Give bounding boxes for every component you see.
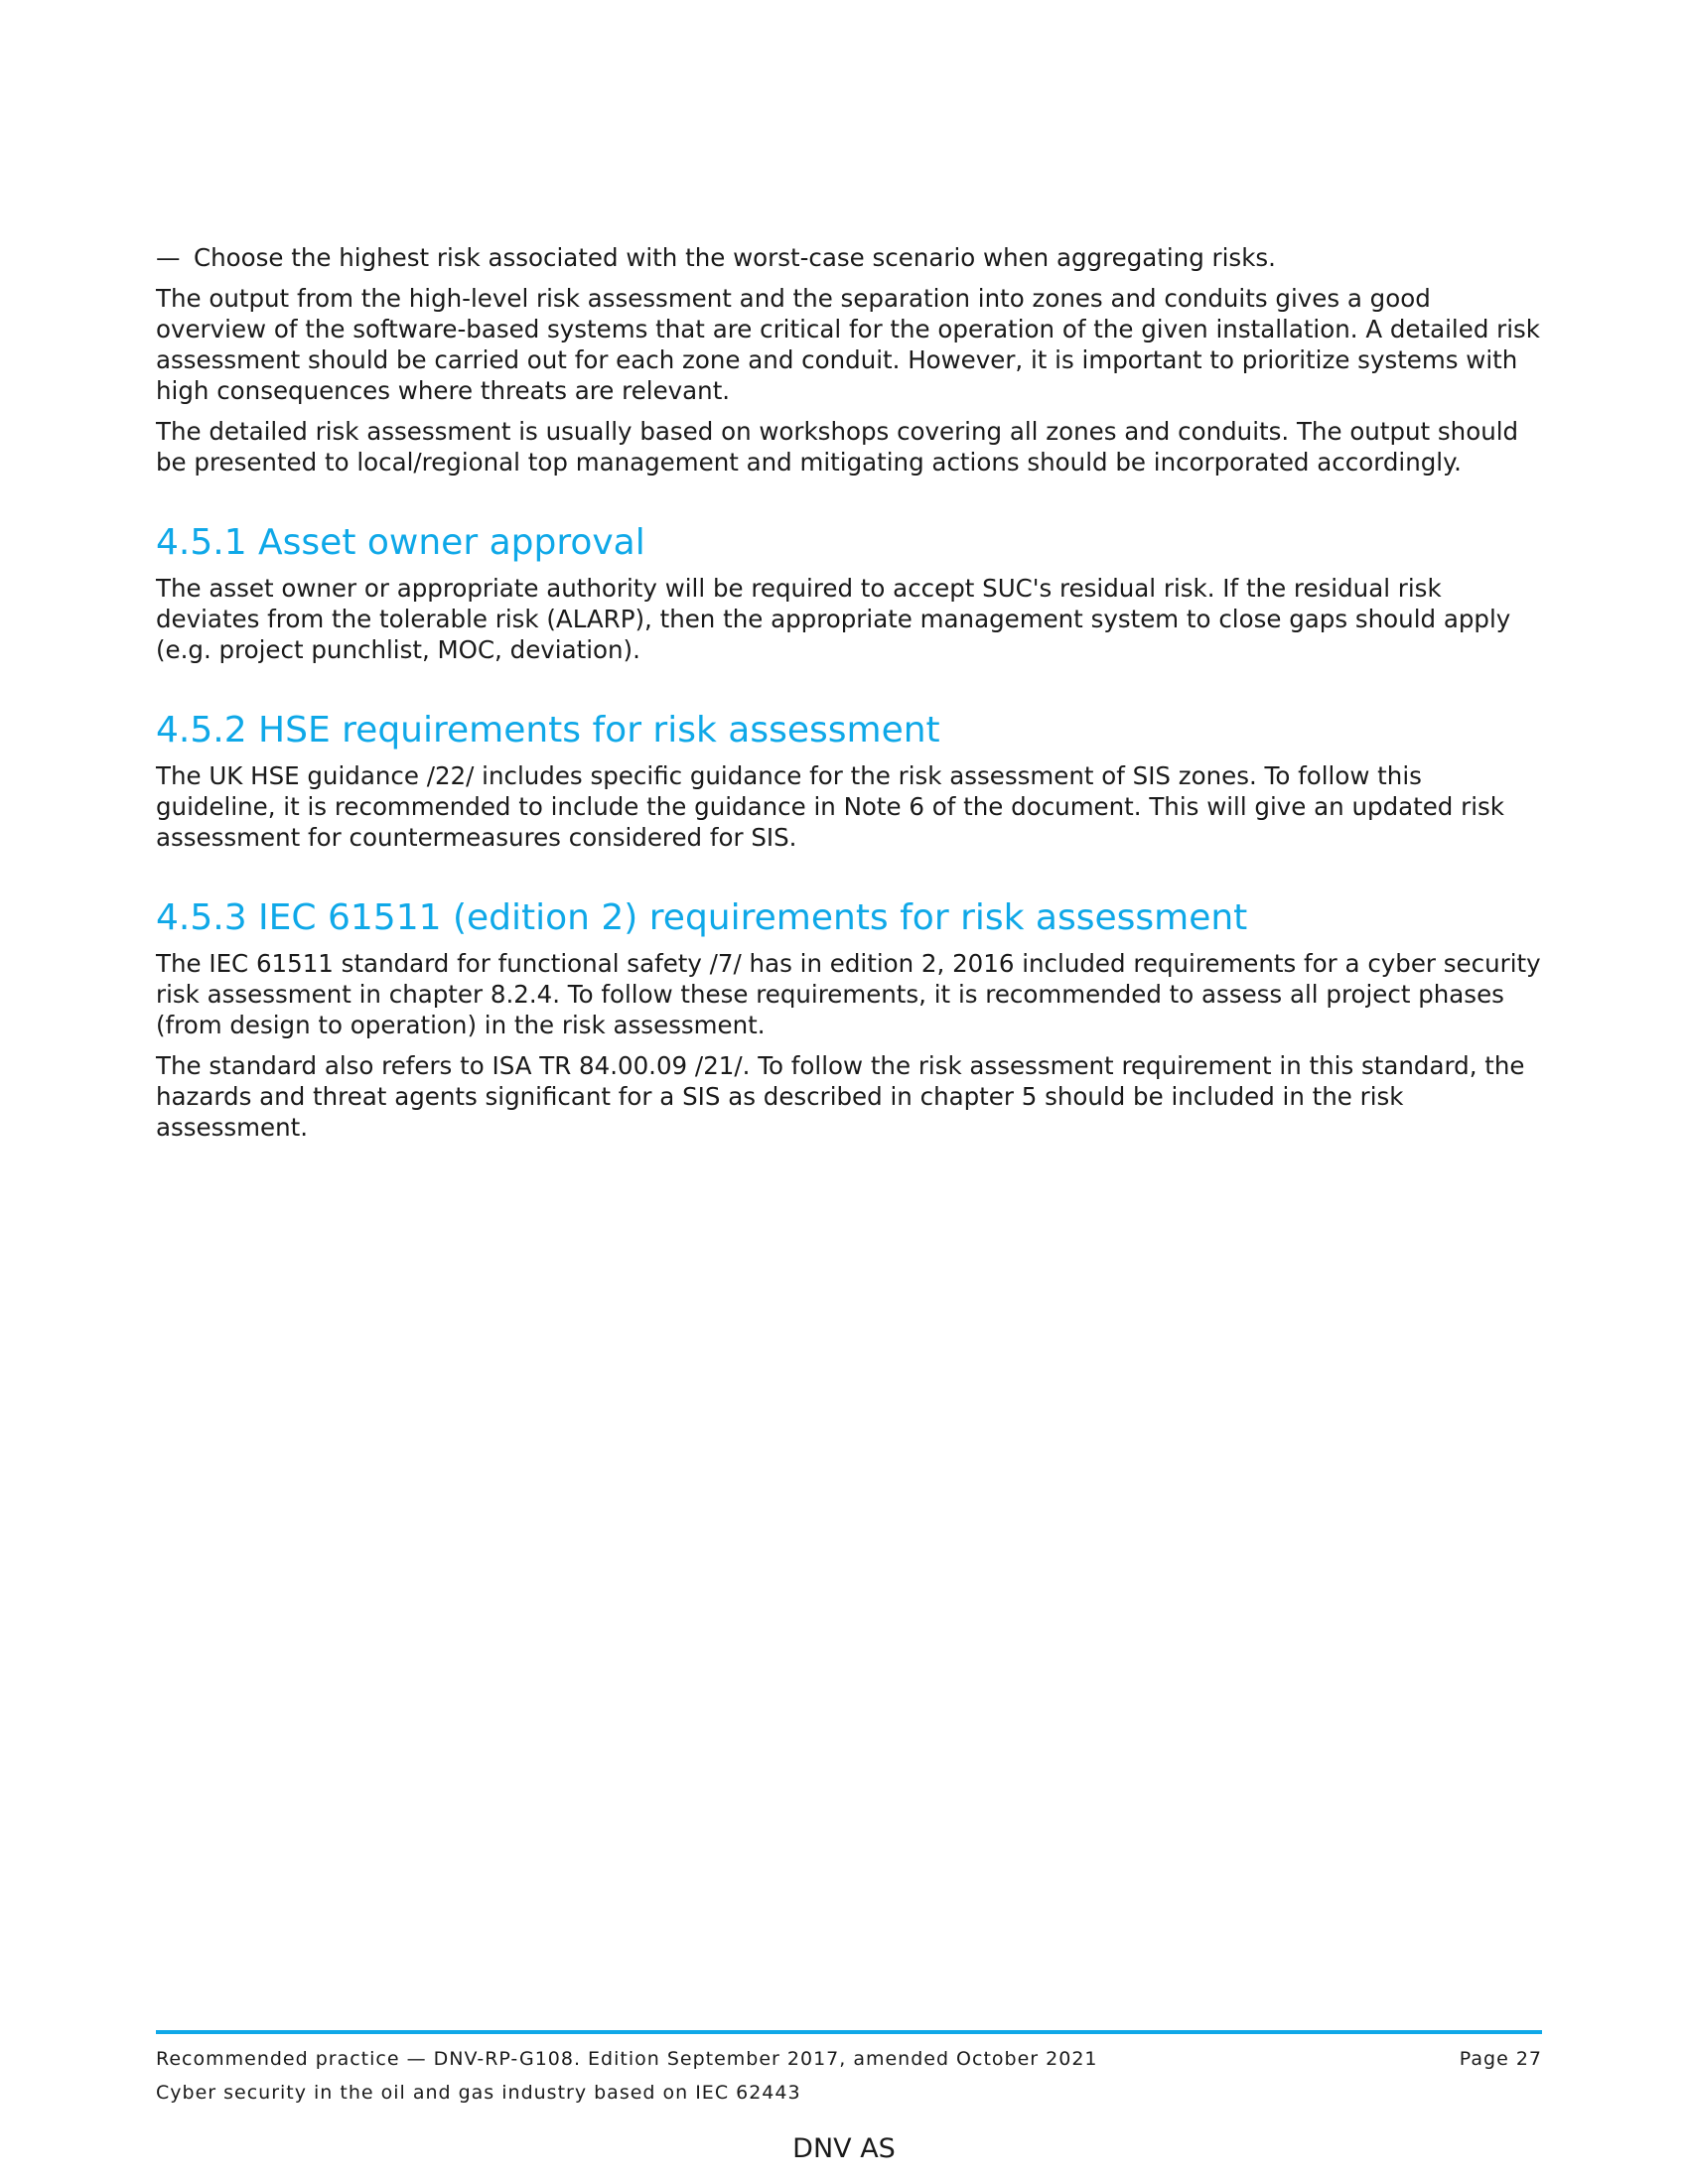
footer-document-title: Cyber security in the oil and gas industry based on IEC 62443	[156, 2082, 801, 2104]
section-heading-4-5-1: 4.5.1 Asset owner approval	[156, 522, 645, 563]
paragraph-hse: The UK HSE guidance /22/ includes specific guidance for the risk assessment of SIS zones. To follow this guideline, it is recommended to include the guidance in Note 6 of the document. This will give an updated risk assessment for countermeasures considered for SIS.	[156, 761, 1504, 852]
footer-divider	[156, 2030, 1542, 2034]
section-heading-4-5-3: 4.5.3 IEC 61511 (edition 2) requirements for risk assessment	[156, 897, 1248, 938]
document-body	[156, 242, 1546, 1153]
paragraph-isa-tr: The standard also refers to ISA TR 84.00.09 /21/. To follow the risk assessment requirement in this standard, the hazards and threat agents significant for a SIS as described in chapter 5 should be included in the risk assessment.	[156, 1051, 1525, 1142]
bullet-dash: —	[156, 243, 181, 272]
bullet-item	[156, 242, 1546, 273]
paragraph-output: The output from the high-level risk assessment and the separation into zones and conduits gives a good overview of the software-based systems that are critical for the operation of the given installation. A detailed risk assessment should be carried out for each zone and conduit. However, it is important to prioritize systems with high consequences where threats are relevant.	[156, 284, 1540, 405]
footer-document-reference: Recommended practice — DNV-RP-G108. Edition September 2017, amended October 2021	[156, 2048, 1098, 2070]
paragraph-asset-owner: The asset owner or appropriate authority will be required to accept SUC's residual risk. If the residual risk deviates from the tolerable risk (ALARP), then the appropriate management system to close gaps should apply (e.g. project punchlist, MOC, deviation).	[156, 574, 1511, 664]
page-footer	[156, 2030, 1542, 2106]
paragraph-detailed-assessment: The detailed risk assessment is usually based on workshops covering all zones and conduits. The output should be presented to local/regional top management and mitigating actions should be incorporated accordingly.	[156, 417, 1519, 477]
company-name: DNV AS	[792, 2133, 896, 2164]
paragraph-iec-61511: The IEC 61511 standard for functional safety /7/ has in edition 2, 2016 included requirements for a cyber security risk assessment in chapter 8.2.4. To follow these requirements, it is recommended to assess all project phases (from design to operation) in the risk assessment.	[156, 949, 1541, 1039]
bullet-text: Choose the highest risk associated with the worst-case scenario when aggregating risks.	[194, 243, 1276, 272]
section-heading-4-5-2: 4.5.2 HSE requirements for risk assessment	[156, 710, 940, 751]
page-number: Page 27	[1459, 2048, 1542, 2070]
footer-row	[156, 2046, 1542, 2072]
